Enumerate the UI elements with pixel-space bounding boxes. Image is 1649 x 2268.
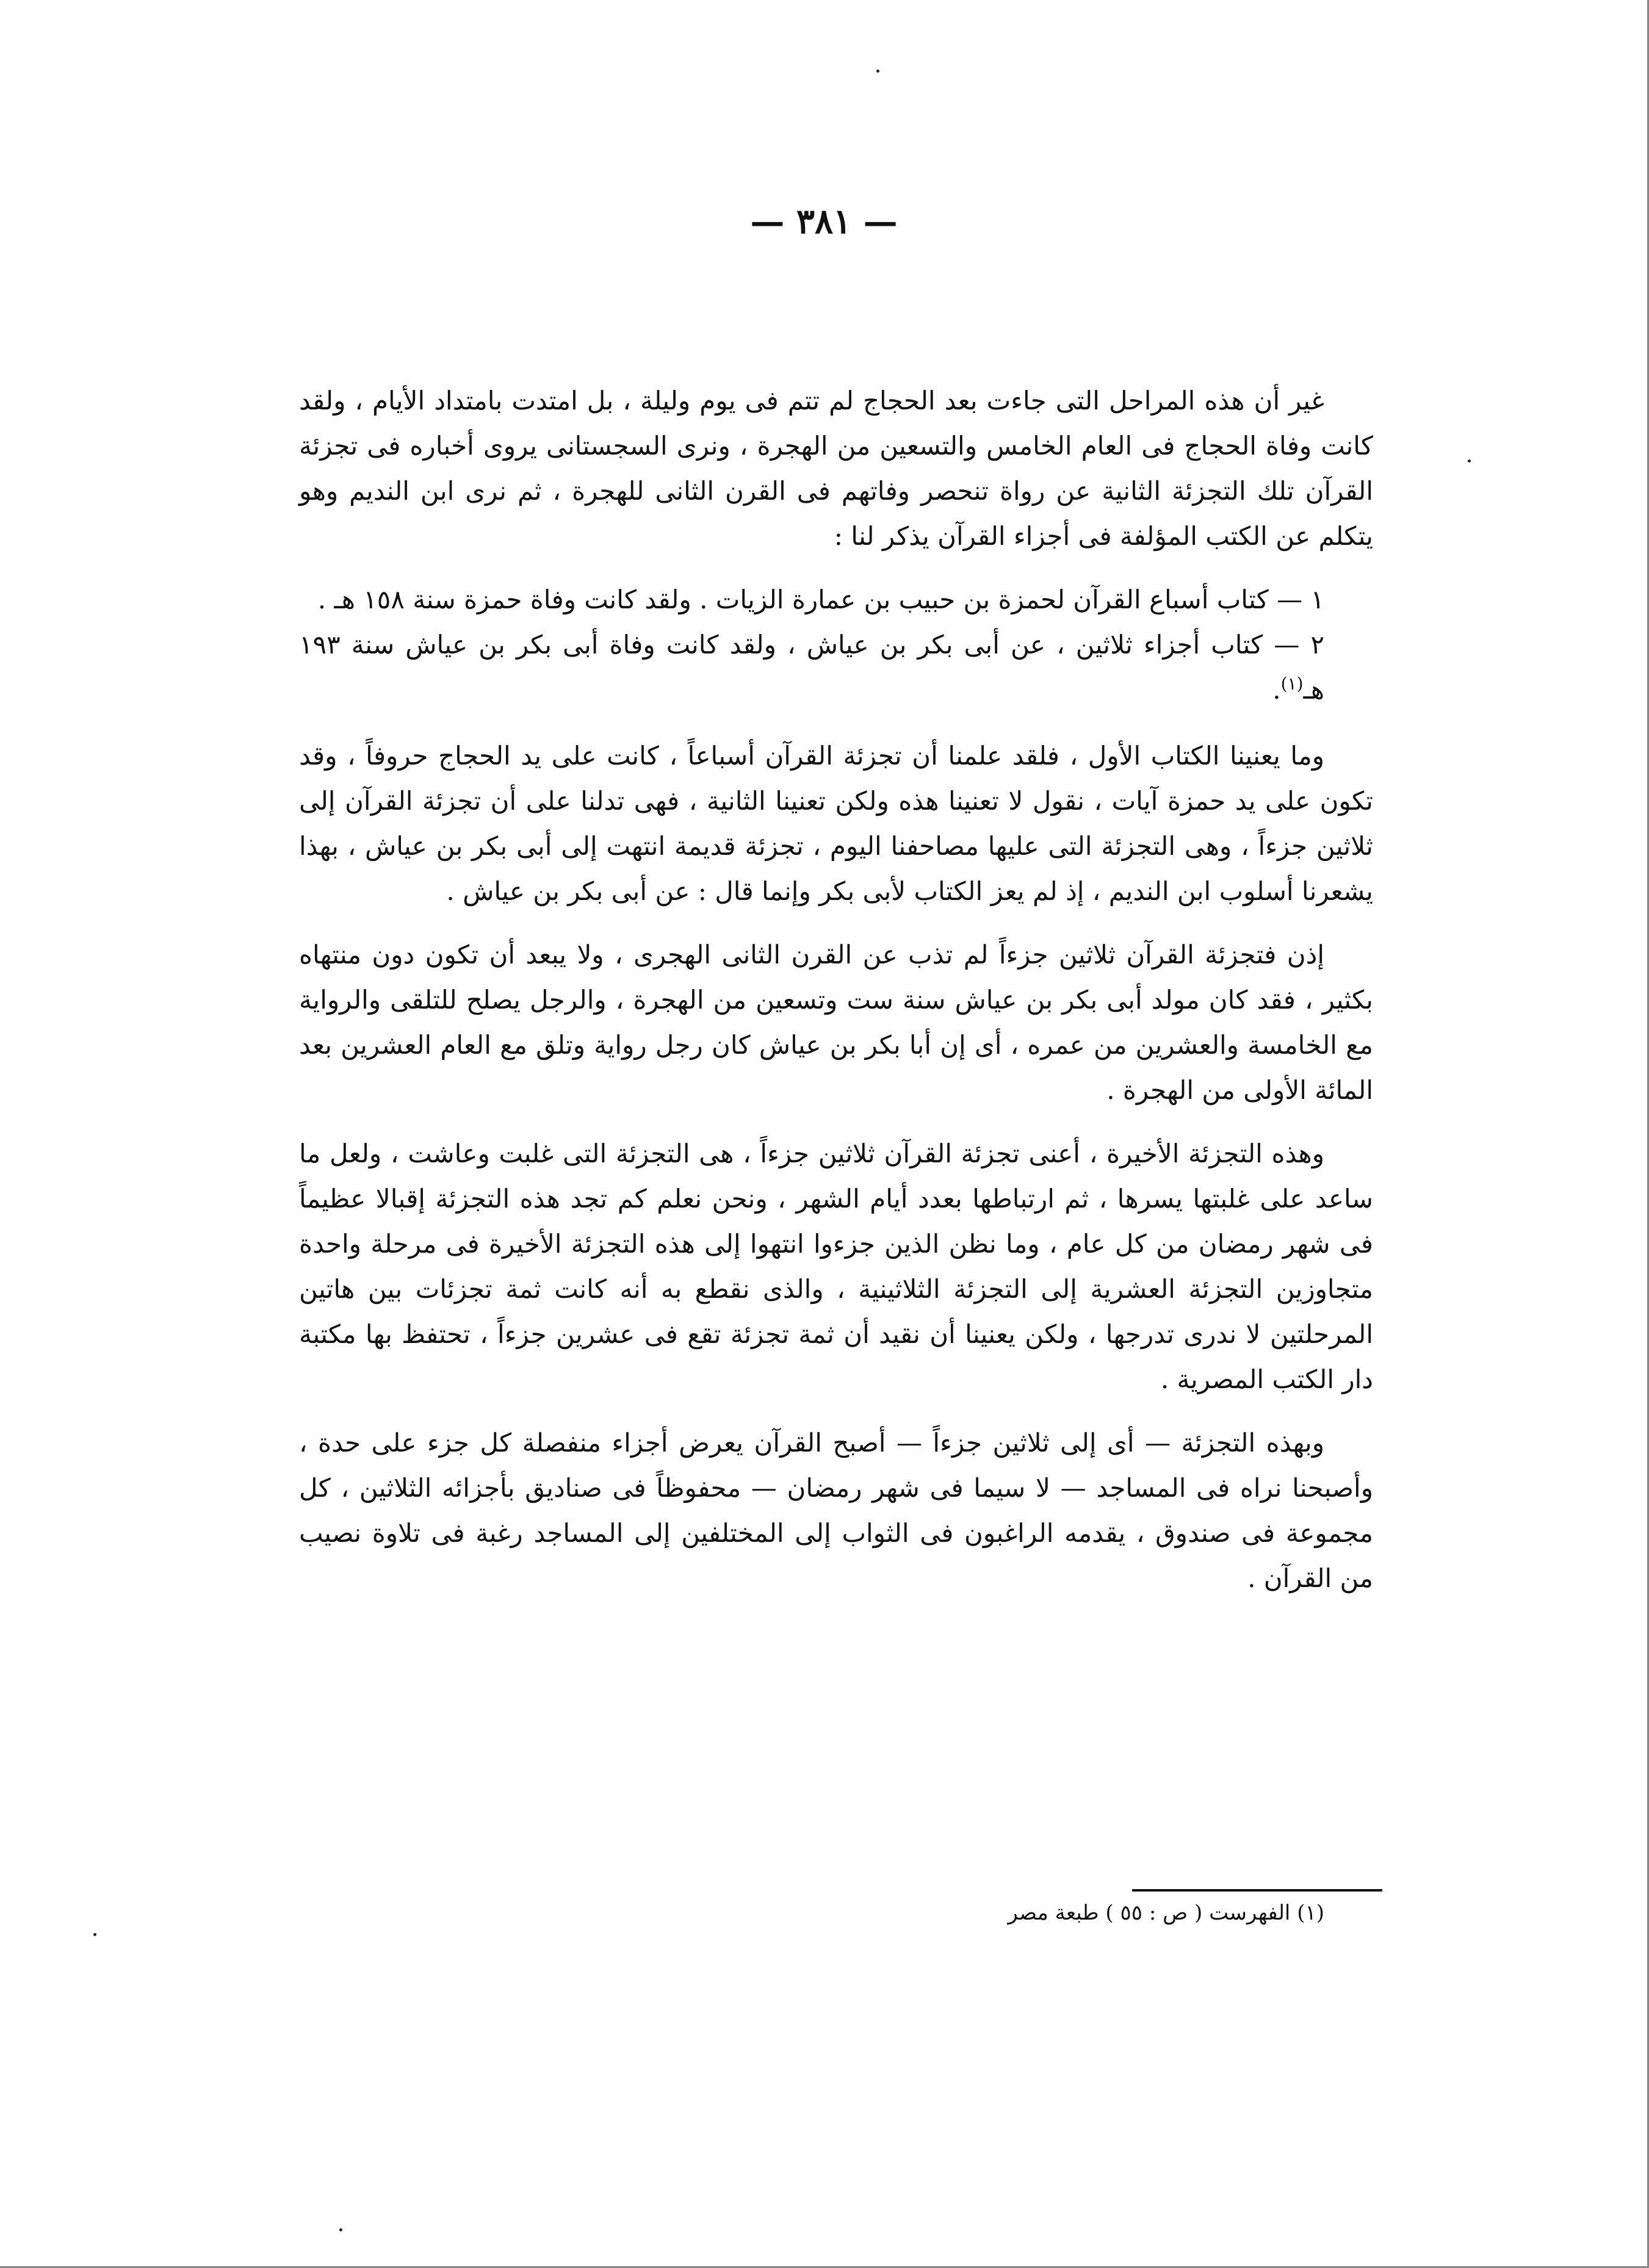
scan-speck	[93, 1933, 96, 1936]
body-text	[299, 378, 1373, 1619]
footnote-divider	[1132, 1889, 1382, 1892]
list-item-2-end: .	[1272, 675, 1281, 705]
paragraph-5: وبهذه التجزئة — أى إلى ثلاثين جزءاً — أصبح القرآن يعرض أجزاء منفصلة كل جزء على حدة ، وأصبحنا نراه فى المساجد — لا سيما فى شهر رمضان — محفوظاً فى صناديق بأجزائه الثلاثين ، كل مجموعة فى صندوق ، يقدمه الراغبون فى الثواب إلى المختلفين إلى المساجد رغبة فى تلاوة نصيب من القرآن .	[299, 1428, 1373, 1593]
footnote: (١) الفهرست ( ص : ٥٥ ) طبعة مصر	[1008, 1901, 1324, 1925]
scan-speck	[1468, 459, 1471, 463]
list-item-1: ١ — كتاب أسباع القرآن لحمزة بن حبيب بن عمارة الزيات . ولقد كانت وفاة حمزة سنة ١٥٨ هـ .	[317, 585, 1324, 614]
paragraph-2: وما يعنينا الكتاب الأول ، فلقد علمنا أن تجزئة القرآن أسباعاً ، كانت على يد الحجاج حروفاً ، وقد تكون على يد حمزة آيات ، نقول لا تعنينا هذه ولكن تعنينا الثانية ، فهى تدلنا على أن تجزئة القرآن إلى ثلاثين جزءاً ، وهى التجزئة التى عليها مصاحفنا اليوم ، تجزئة قديمة انتهت إلى أبى بكر بن عياش ، بهذا يشعرنا أسلوب ابن النديم ، إذ لم يعز الكتاب لأبى بكر وإنما قال : عن أبى بكر بن عياش .	[299, 741, 1373, 906]
page-number: — ٣٨١ —	[750, 201, 898, 242]
paragraph-1: غير أن هذه المراحل التى جاءت بعد الحجاج لم تتم فى يوم وليلة ، بل امتدت بامتداد الأيام ، ولقد كانت وفاة الحجاج فى العام الخامس والتسعين من الهجرة ، ونرى السجستانى يروى أخباره فى تجزئة القرآن تلك التجزئة الثانية عن رواة تنحصر وفاتهم فى القرن الثانى للهجرة ، ثم نرى ابن النديم وهو يتكلم عن الكتب المؤلفة فى أجزاء القرآن يذكر لنا :	[299, 386, 1373, 551]
list-item-2	[299, 622, 1373, 713]
paragraph-4: وهذه التجزئة الأخيرة ، أعنى تجزئة القرآن ثلاثين جزءاً ، هى التجزئة التى غلبت وعاشت ، ولعل ما ساعد على غلبتها يسرها ، ثم ارتباطها بعدد أيام الشهر ، ونحن نعلم كم تجد هذه التجزئة إقبالا عظيماً فى شهر رمضان من كل عام ، وما نظن الذين جزءوا انتهوا إلى هذه التجزئة الأخيرة فى مرحلة واحدة متجاوزين التجزئة العشرية إلى التجزئة الثلاثينية ، والذى نقطع به أنه كانت ثمة تجزئات بين هاتين المرحلتين لا ندرى تدرجها ، ولكن يعنينا أن نقيد أن ثمة تجزئة تقع فى عشرين جزءاً ، تحتفظ بها مكتبة دار الكتب المصرية .	[299, 1139, 1373, 1394]
scan-speck	[339, 2228, 342, 2231]
list-item-2-text: ٢ — كتاب أجزاء ثلاثين ، عن أبى بكر بن عياش ، ولقد كانت وفاة أبى بكر بن عياش سنة ١٩٣ هـ	[299, 630, 1324, 705]
footnote-reference: (١)	[1280, 674, 1304, 694]
paragraph-3: إذن فتجزئة القرآن ثلاثين جزءاً لم تذب عن القرن الثانى الهجرى ، ولا يبعد أن تكون دون منتهاه بكثير ، فقد كان مولد أبى بكر بن عياش سنة ست وتسعين من الهجرة ، والرجل يصلح للتلقى والرواية مع الخامسة والعشرين من عمره ، أى إن أبا بكر بن عياش كان رجل رواية وتلق مع العام العشرين بعد المائة الأولى من الهجرة .	[299, 940, 1373, 1105]
scan-speck	[876, 70, 879, 73]
